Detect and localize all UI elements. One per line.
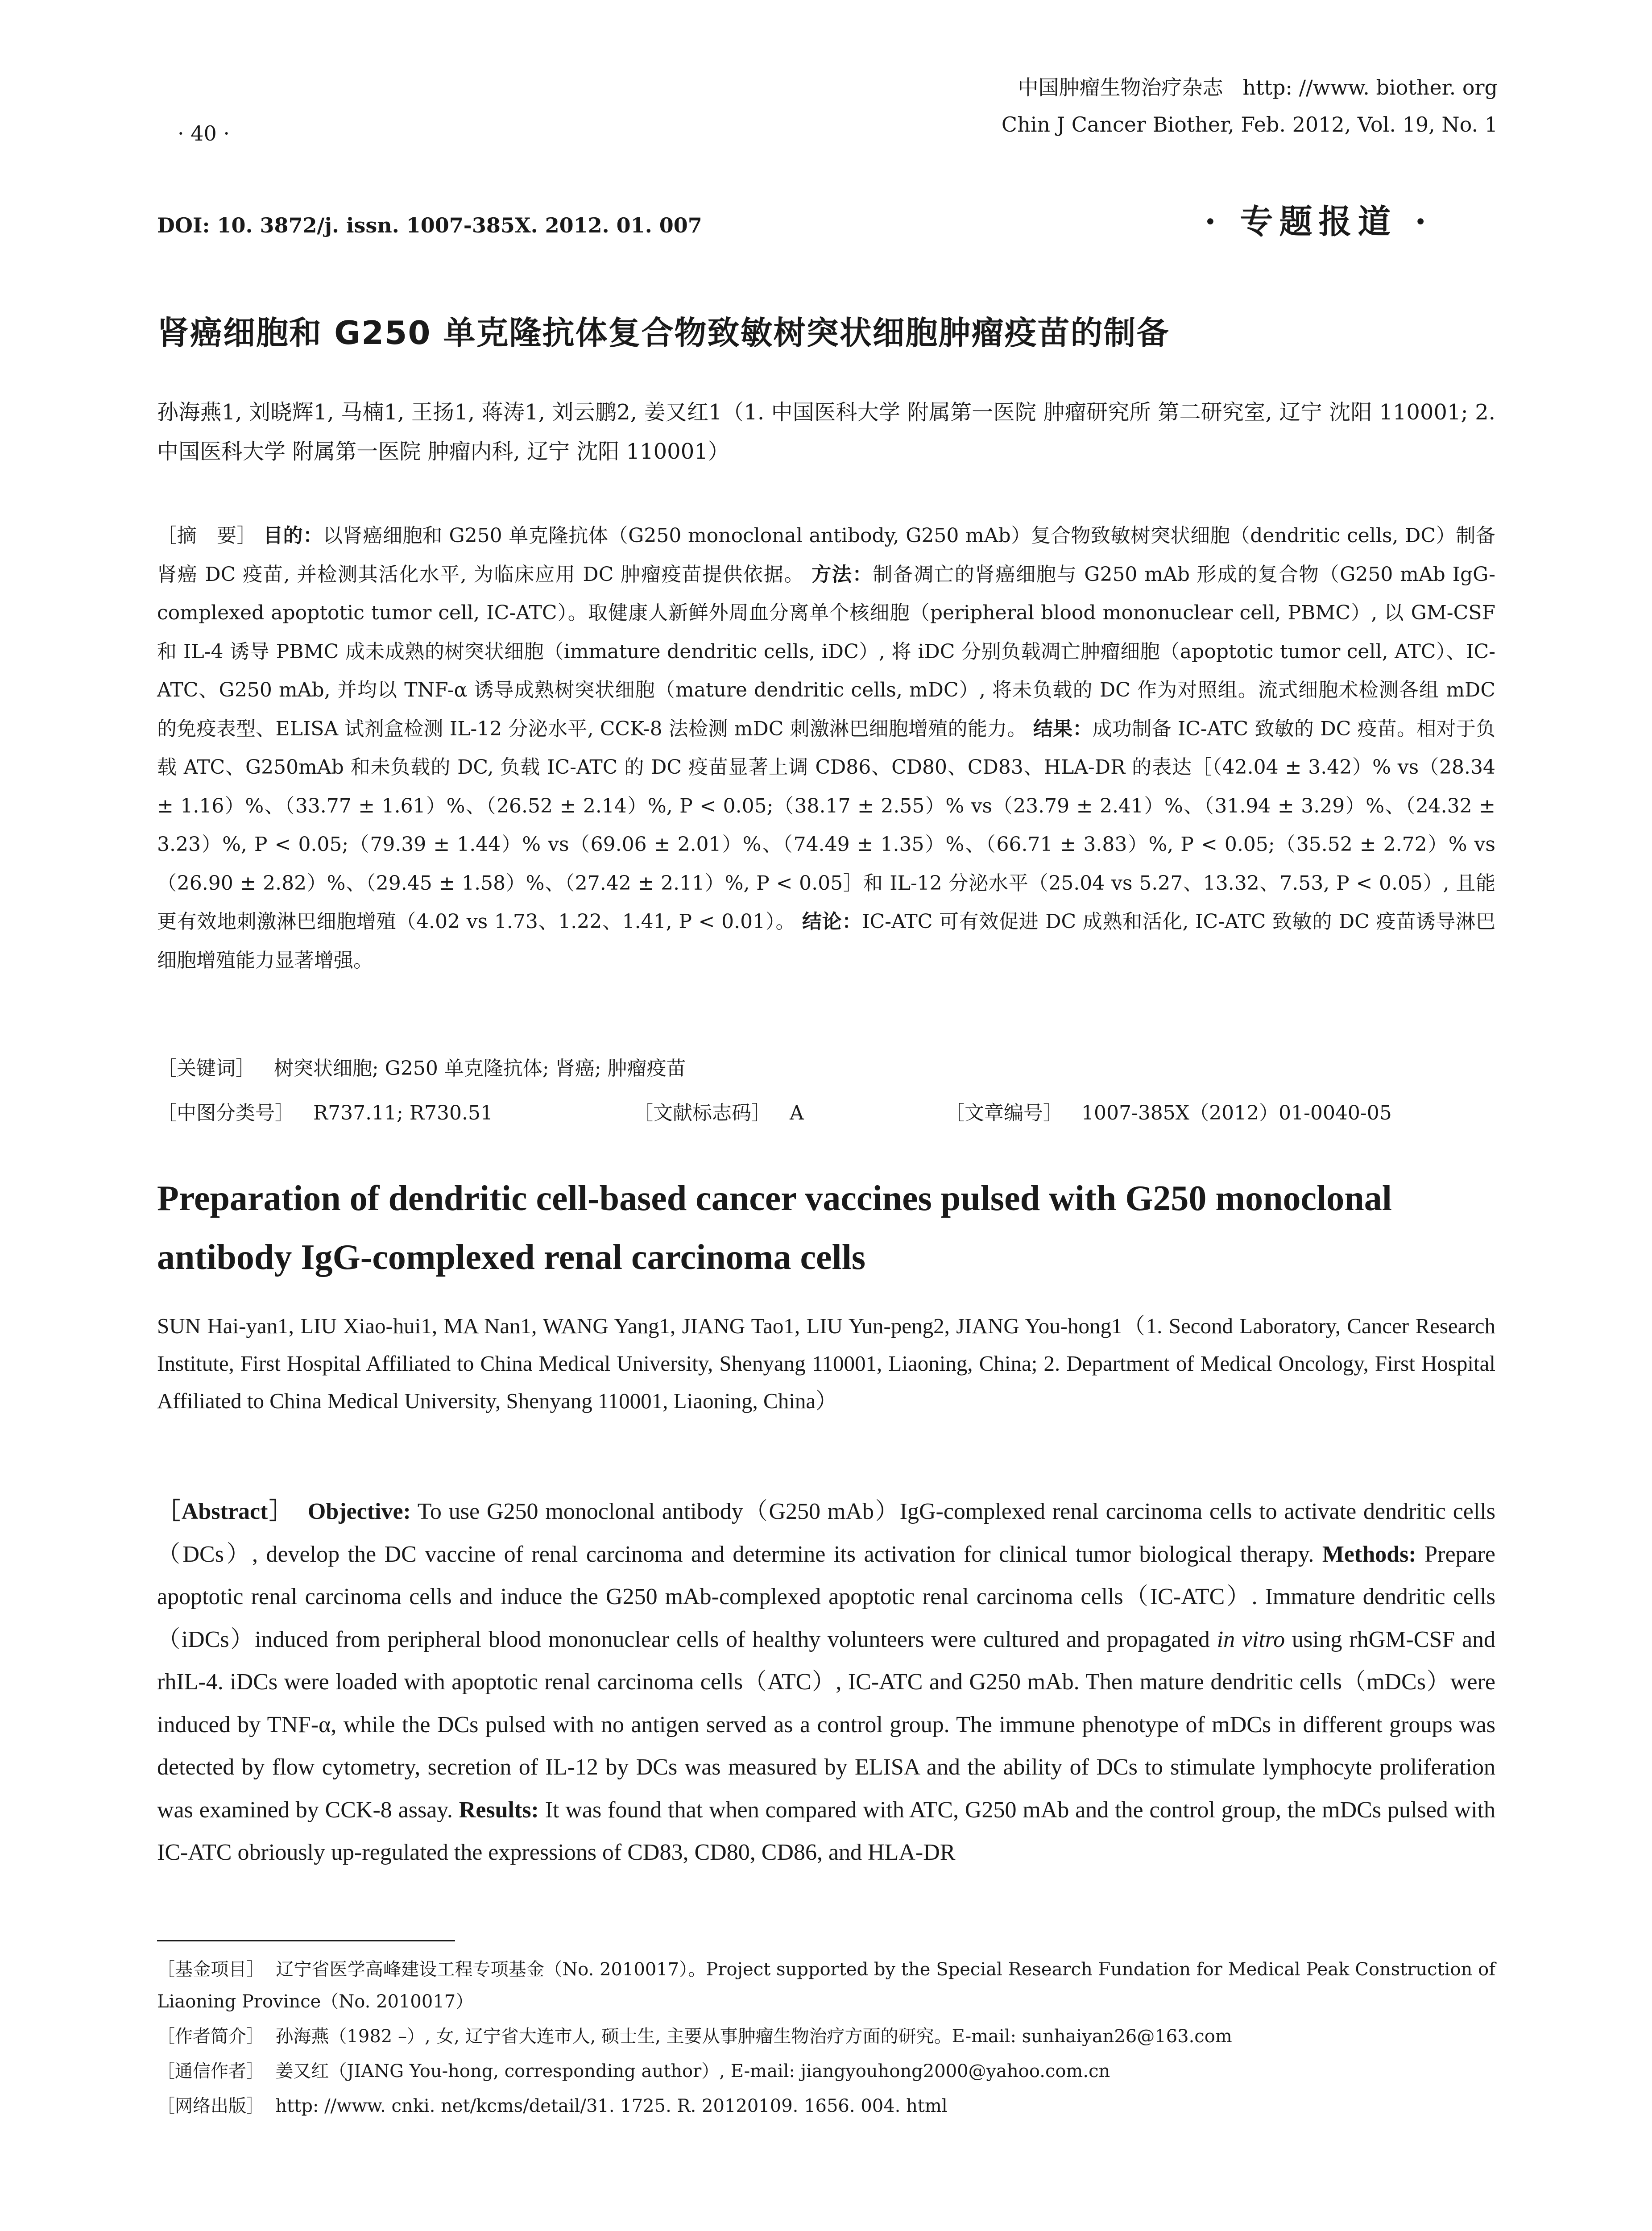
cn-methods-text: 制备凋亡的肾癌细胞与 G250 mAb 形成的复合物（G250 mAb IgG-complexed apoptotic tumor cell, IC-ATC）。取健康人新鲜外周血分离单个核细胞（peripheral blood mononuclear cell, PBMC）, 以 GM-CSF 和 IL-4 诱导 PBMC 成未成熟的树突状细胞（immature dendritic cells, iDC）, 将 iDC 分别负载凋亡肿瘤细胞（apoptotic tumor cell, ATC）、IC-ATC、G250 mAb, 并均以 TNF-α 诱导成熟树突状细胞（mature dendritic cells, mDC）, 将未负载的 DC 作为对照组。流式细胞术检测各组 mDC 的免疫表型、ELISA 试剂盒检测 IL-12 分泌水平, CCK-8 法检测 mDC 刺激淋巴细胞增殖的能力。 [157, 563, 1495, 740]
clc-number [157, 1097, 493, 1125]
document-code [633, 1097, 804, 1125]
clc-label: ［中图分类号］ [157, 1102, 294, 1124]
author-bio-label: ［作者简介］ [157, 2026, 264, 2047]
footnote-online [157, 2090, 1495, 2122]
cn-keywords [157, 1052, 686, 1081]
en-title: Preparation of dendritic cell-based cancer vaccines pulsed with G250 monoclonal antibody IgG-complexed renal carcinoma cells [157, 1179, 1392, 1277]
doi: DOI: 10. 3872/j. issn. 1007-385X. 2012. 01. 007 [157, 213, 702, 237]
online-label: ［网络出版］ [157, 2096, 264, 2116]
en-abstract-label: ［Abstract］ [157, 1499, 294, 1524]
cn-keywords-text: 树突状细胞; G250 单克隆抗体; 肾癌; 肿瘤疫苗 [273, 1057, 686, 1080]
cn-title: 肾癌细胞和 G250 单克隆抗体复合物致敏树突状细胞肿瘤疫苗的制备 [157, 314, 1170, 352]
footnotes [157, 1953, 1495, 2122]
article-number [945, 1097, 1392, 1125]
footnote-fund [157, 1953, 1495, 2018]
online-link[interactable]: http: //www. cnki. net/kcms/detail/31. 1725. R. 20120109. 1656. 004. html [275, 2096, 948, 2116]
article-no-value: 1007-385X（2012）01-0040-05 [1081, 1102, 1392, 1124]
en-results-label: Results: [459, 1797, 539, 1823]
doccode-label: ［文献标志码］ [633, 1102, 771, 1124]
en-objective-text: To use G250 monoclonal antibody（G250 mAb）IgG-complexed renal carcinoma cells to activate dendritic cells（DCs）, develop the DC vaccine of renal carcinoma and determine its activation for clinical tumor biological therapy. [157, 1499, 1495, 1567]
en-objective-label: Objective: [307, 1499, 411, 1524]
corresponding-label: ［通信作者］ [157, 2061, 264, 2082]
footnote-divider [157, 1940, 455, 1941]
en-methods-text-b: using rhGM-CSF and rhIL-4. iDCs were loaded with apoptotic renal carcinoma cells（ATC）, IC-ATC and G250 mAb. Then mature dendritic cells（mDCs）were induced by TNF-α, while the DCs pulsed with no antigen served as a control group. The immune phenotype of mDCs in different groups was detected by flow cytometry, secretion of IL-12 by DCs was measured by ELISA and the ability of DCs to stimulate lymphocyte proliferation was examined by CCK-8 assay. [157, 1626, 1496, 1823]
footnote-author [157, 2020, 1495, 2053]
en-abstract [157, 1490, 1495, 1874]
journal-name-cn: 中国肿瘤生物治疗杂志 [1018, 75, 1223, 100]
cn-abstract [157, 517, 1495, 980]
cn-methods-label: 方法： [812, 563, 873, 586]
cn-authors: 孙海燕1, 刘晓辉1, 马楠1, 王扬1, 蒋涛1, 刘云鹏2, 姜又红1（1. 中国医科大学 附属第一医院 肿瘤研究所 第二研究室, 辽宁 沈阳 110001; 2. 中国医科大学 附属第一医院 肿瘤内科, 辽宁 沈阳 110001） [157, 400, 1495, 464]
cn-keywords-label: ［关键词］ [157, 1057, 255, 1080]
footnote-corresponding [157, 2055, 1495, 2087]
author-bio-text: 孙海燕（1982 –）, 女, 辽宁省大连市人, 硕士生, 主要从事肿瘤生物治疗方面的研究。E-mail: sunhaiyan26@163.com [275, 2026, 1232, 2047]
cn-conclusion-label: 结论： [802, 910, 862, 933]
cn-results-text: 成功制备 IC-ATC 致敏的 DC 疫苗。相对于负载 ATC、G250mAb 和未负载的 DC, 负载 IC-ATC 的 DC 疫苗显著上调 CD86、CD80、CD83、HLA-DR 的表达［（42.04 ± 3.42）% vs（28.34 ± 1.16）%、（33.77 ± 1.61）%、（26.52 ± 2.14）%, P < 0.05;（38.17 ± 2.55）% vs（23.79 ± 2.41）%、（31.94 ± 3.29）%、（24.32 ± 3.23）%, P < 0.05;（79.39 ± 1.44）% vs（69.06 ± 2.01）%、（74.49 ± 1.35）%、（66.71 ± 3.83）%, P < 0.05;（35.52 ± 2.72）% vs（26.90 ± 2.82）%、（29.45 ± 1.58）%、（27.42 ± 2.11）%, P < 0.05］和 IL-12 分泌水平（25.04 vs 5.27、13.32、7.53, P < 0.05）, 且能更有效地刺激淋巴细胞增殖（4.02 vs 1.73、1.22、1.41, P < 0.01）。 [157, 717, 1495, 933]
journal-url: http: //www. biother. org [1242, 75, 1498, 100]
journal-header-cn [784, 71, 1498, 101]
en-methods-italic: in vitro [1217, 1626, 1285, 1652]
journal-header-en: Chin J Cancer Biother, Feb. 2012, Vol. 19, No. 1 [1001, 112, 1498, 137]
cn-conclusion-text: IC-ATC 可有效促进 DC 成熟和活化, IC-ATC 致敏的 DC 疫苗诱导淋巴细胞增殖能力显著增强。 [157, 910, 1496, 972]
cn-objective-label: 目的： [263, 524, 323, 547]
en-results-text: It was found that when compared with ATC, G250 mAb and the control group, the mDCs pulsed with IC-ATC obriously up-regulated the expressions of CD83, CD80, CD86, and HLA-DR [157, 1797, 1496, 1865]
fund-label: ［基金项目］ [157, 1959, 265, 1980]
en-methods-text-a: Prepare apoptotic renal carcinoma cells and induce the G250 mAb-complexed apoptotic renal carcinoma cells（IC-ATC）. Immature dendritic cells（iDCs）induced from peripheral blood mononuclear cells of healthy volunteers were cultured and propagated [157, 1541, 1496, 1652]
column-tag: · 专题报道 · [1205, 203, 1433, 241]
doccode-value: A [789, 1102, 804, 1124]
en-methods-label: Methods: [1322, 1541, 1416, 1567]
clc-value: R737.11; R730.51 [313, 1102, 493, 1124]
cn-objective-text: 以肾癌细胞和 G250 单克隆抗体（G250 monoclonal antibody, G250 mAb）复合物致敏树突状细胞（dendritic cells, DC）制备肾癌 DC 疫苗, 并检测其活化水平, 为临床应用 DC 肿瘤疫苗提供依据。 [157, 524, 1496, 586]
page-number: · 40 · [178, 121, 230, 145]
cn-abstract-label: ［摘 要］ [157, 524, 257, 547]
en-authors: SUN Hai-yan1, LIU Xiao-hui1, MA Nan1, WANG Yang1, JIANG Tao1, LIU Yun-peng2, JIANG You-hong1（1. Second Laboratory, Cancer Research Institute, First Hospital Affiliated to China Medical University, Shenyang 110001, Liaoning, China; 2. Department of Medical Oncology, First Hospital Affiliated to China Medical University, Shenyang 110001, Liaoning, China） [157, 1314, 1495, 1413]
fund-text: 辽宁省医学高峰建设工程专项基金（No. 2010017）。Project supported by the Special Research Fundation for Medical Peak Construction of Liaoning Province（No. 2010017） [157, 1959, 1495, 2012]
cn-results-label: 结果： [1033, 717, 1093, 740]
article-no-label: ［文章编号］ [945, 1102, 1063, 1124]
corresponding-text: 姜又红（JIANG You-hong, corresponding author）, E-mail: jiangyouhong2000@yahoo.com.cn [275, 2061, 1110, 2082]
